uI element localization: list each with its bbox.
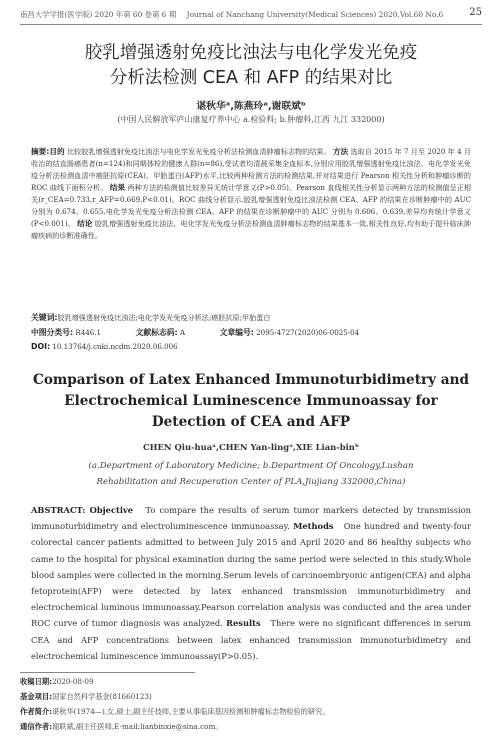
english-title-line-1: Comparison of Latex Enhanced Immunoturbidimetry and xyxy=(33,372,469,388)
fund-text: 国家自然科学基金(81660123) xyxy=(52,692,152,701)
doi-label: DOI: xyxy=(31,342,51,351)
en-objective-text: To compare the results of serum tumor markers detected by transmission immunoturbidimetry and electroluminescence immunoassay. xyxy=(31,505,471,532)
conclusion-text: 胶乳增强透射免疫比浊法、电化学发光免疫分析法检测血清肿瘤标志物的结果基本一致,相关性良好,均有助于提升临床肿瘤疾病的诊断准确性。 xyxy=(31,219,471,241)
footnote-corresponding xyxy=(20,722,482,732)
en-objective-label: Objective xyxy=(89,505,134,515)
english-abstract xyxy=(31,502,471,664)
footnote-fund xyxy=(20,692,482,702)
english-affiliation-line-1: (a.Department of Laboratory Medicine; b.Department Of Oncology,Lushan xyxy=(88,461,414,471)
english-affiliation-line-2: Rehabilitation and Recuperation Center of PLA,Jiujiang 332000,China) xyxy=(96,477,406,487)
running-header xyxy=(20,9,482,23)
journal-name-en: Journal of Nanchang University(Medical Sciences) 2020,Vol.60 No.6 xyxy=(186,10,444,19)
english-title-line-2: Electrochemical Luminescence Immunoassay for xyxy=(64,393,438,409)
keywords-label: 关键词: xyxy=(31,313,58,322)
doi-line xyxy=(31,342,471,351)
chinese-abstract xyxy=(31,146,471,242)
chinese-title-line-2: 分析法检测 CEA 和 AFP 的结果对比 xyxy=(109,68,393,88)
header-rule xyxy=(20,24,482,25)
en-abstract-label: ABSTRACT: xyxy=(31,505,86,515)
english-affiliation xyxy=(0,458,502,490)
chinese-affiliation: (中国人民解放军庐山康复疗养中心 a.检验科; b.肿瘤科,江西 九江 332000) xyxy=(117,115,385,124)
results-text: 两种方法的检测值比较差异无统计学意义(P>0.05)。Pearson 直线相关性分析显示两种方法的检测值呈正相关(r_CEA=0.733,r_AFP=0.669,P<0.01)。ROC 曲线分析显示,胶乳增强透射免疫比浊法检测 CEA、AFP 的结果在诊断肿瘤中的 AUC 分别为 0.674、0.655,电化学发光免疫分析法检测 CEA、AFP 的结果在诊断肿瘤中的 AUC 分别为 0.606、0.639,差异均有统计学意义(P<0.001)。 xyxy=(31,183,471,229)
article-no-label: 文章编号: xyxy=(219,328,254,337)
received-label: 收稿日期: xyxy=(20,677,53,686)
author-bio-label: 作者简介: xyxy=(20,707,53,716)
keywords-line xyxy=(31,312,471,323)
objective-label: 目的 xyxy=(49,147,65,156)
conclusion-label: 结论 xyxy=(77,219,93,229)
article-number: 2095-4727(2020)06-0025-04 xyxy=(256,328,360,337)
fund-label: 基金项目: xyxy=(20,692,53,701)
abstract-label: 摘要: xyxy=(31,147,50,156)
doi: 10.13764/j.cnki.ncdm.2020.06.006 xyxy=(52,342,178,351)
english-title-line-3: Detection of CEA and AFP xyxy=(151,414,351,430)
english-authors: CHEN Qiu-huaᵃ,CHEN Yan-lingᵃ,XIE Lian-binᵇ xyxy=(142,442,360,452)
methods-text: 选取自 2015 年 7 月至 2020 年 4 月收治的结直肠癌患者(n=124)和同期体检的健康人群(n=86),受试者均清晨采集全血标本,分别应用胶乳增强透射免疫比浊法、电化学发光免疫分析法检测血清中癌胚抗原(CEA)、甲胎蛋白(AFP)水平,比较两种检测方法的检测结果,并对结果进行 Pearson 相关性分析和肿瘤诊断的 ROC 曲线下面积分析。 xyxy=(31,147,471,193)
objective-text: 比较胶乳增强透射免疫比浊法与电化学发光免疫分析法检测血清肿瘤标志物的结果。 xyxy=(66,147,331,156)
clc-label: 中图分类号: xyxy=(31,328,74,337)
en-methods-label: Methods xyxy=(293,521,334,532)
corresponding-label: 通信作者: xyxy=(20,722,53,731)
doc-code: A xyxy=(179,328,186,337)
keywords: 胶乳增强透射免疫比浊法;电化学发光免疫分析法;癌胚抗原;甲胎蛋白 xyxy=(57,313,271,322)
chinese-title-line-1: 胶乳增强透射免疫比浊法与电化学发光免疫 xyxy=(84,43,418,63)
en-results-label: Results xyxy=(226,618,261,629)
chinese-title xyxy=(0,41,502,91)
chinese-authors: 谌秋华ᵃ,陈燕玲ᵃ,谢联斌ᵇ xyxy=(196,101,306,112)
english-title xyxy=(0,370,502,433)
clc-code: R446.1 xyxy=(75,328,102,337)
page-number: 25 xyxy=(469,7,482,18)
footnote-received xyxy=(20,677,482,687)
results-label: 结果 xyxy=(109,183,126,193)
corresponding-author: 谢联斌,副主任医师,E-mail:lianbinxie@sina.com。 xyxy=(52,722,223,731)
methods-label: 方法 xyxy=(332,147,349,156)
footnote-author-bio xyxy=(20,707,482,717)
en-methods-text: One hundred and twenty-four colorectal cancer patients admitted to between July 2015 and April 2020 and 86 healthy subjects who came to the hospital for physical examination during the same period were selected in this study.Whole blood samples were collected in the morning.Serum levels of carcinoembryonic antigen(CEA) and alpha fetoprotein(AFP) were detected by latex enhanced transmission immunoturbidimetry and electrochemical luminous immunoassay.Pearson correlation analysis was conducted and the area under ROC curve of tumor diagnosis was analyzed. xyxy=(31,521,471,629)
author-bio: 谌秋华(1974—),女,硕士,副主任技师,主要从事临床基因检测和肿瘤标志物检验的研究。 xyxy=(52,707,330,716)
journal-name-cn: 南昌大学学报(医学版) 2020 年第 60 卷第 6 期 xyxy=(20,10,177,19)
received-date: 2020-08-09 xyxy=(52,677,94,686)
classification-line xyxy=(31,327,471,338)
doc-code-label: 文献标志码: xyxy=(135,328,178,337)
footnote-rule xyxy=(20,672,195,673)
en-results-text: There were no significant differences in serum CEA and AFP concentrations between latex enhanced transmission immunoturbidimetry and electrochemical luminescence immunoassay(P>0.05). xyxy=(31,618,471,661)
